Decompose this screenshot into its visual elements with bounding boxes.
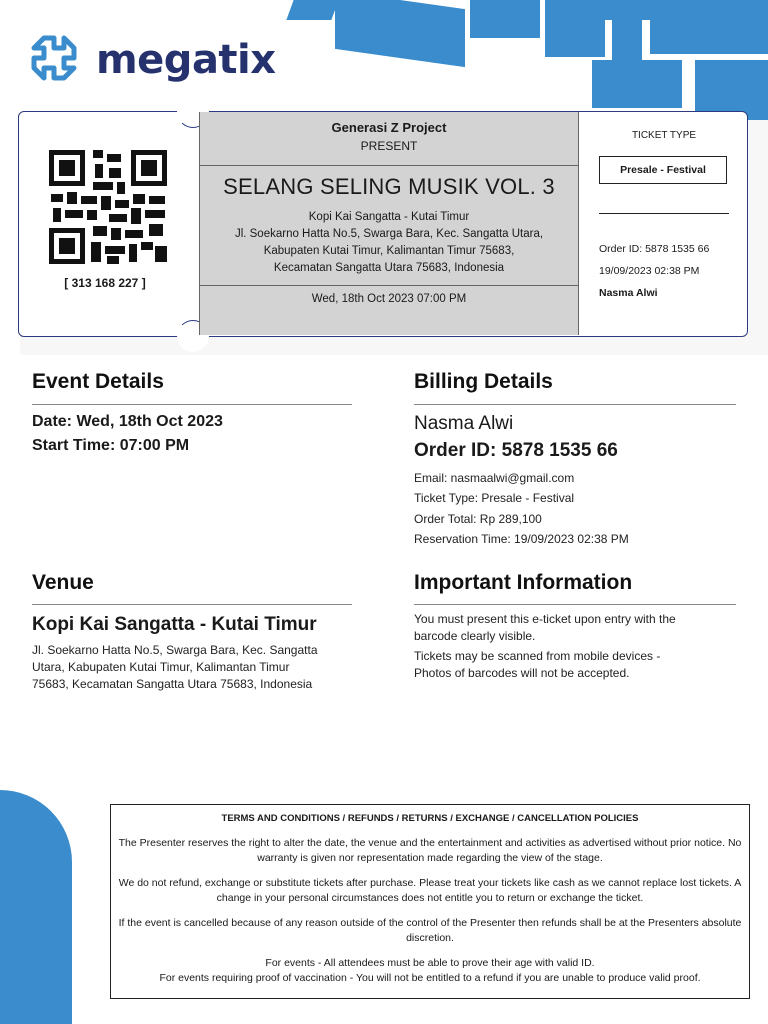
terms-paragraph: For events - All attendees must be able to prove their age with valid ID. (265, 957, 595, 969)
billing-order-id: Order ID: 5878 1535 66 (414, 440, 618, 461)
header-decoration (286, 0, 338, 20)
terms-paragraph: We do not refund, exchange or substitute tickets after purchase. Please treat your tickets like cash as we cannot replace lost tickets. A change in your personal circumstances does not entitle you to return or exchange the ticket. (118, 877, 742, 904)
venue-name: Kopi Kai Sangatta - Kutai Timur (32, 614, 317, 635)
important-info-line: barcode clearly visible. (414, 629, 536, 643)
ticket-type-label: TICKET TYPE (631, 130, 697, 141)
ticket-address-line: Kecamatan Sangatta Utara 75683, Indonesia (273, 262, 505, 274)
terms-heading: TERMS AND CONDITIONS / REFUNDS / RETURNS / EXCHANGE / CANCELLATION POLICIES (221, 813, 639, 824)
header-decoration (592, 60, 682, 108)
terms-paragraph: For events requiring proof of vaccination - You will not be entitled to a refund if you are unable to produce valid proof. (159, 972, 701, 984)
ticket-venue-name: Kopi Kai Sangatta - Kutai Timur (308, 211, 470, 223)
billing-name: Nasma Alwi (414, 413, 514, 434)
brand-name: megatix (96, 37, 276, 83)
event-title: SELANG SELING MUSIK VOL. 3 (223, 174, 555, 199)
ticket-address-line: Kabupaten Kutai Timur, Kalimantan Timur 75683, (263, 245, 515, 257)
billing-email: Email: nasmaalwi@gmail.com (414, 471, 575, 485)
venue-address-line: Utara, Kabupaten Kutai Timur, Kalimantan Timur (32, 660, 290, 674)
billing-details-title: Billing Details (414, 370, 553, 393)
billing-order-total: Order Total: Rp 289,100 (414, 512, 542, 526)
divider (200, 285, 578, 286)
terms-box (110, 804, 750, 999)
stub-order-id: Order ID: 5878 1535 66 (599, 243, 710, 255)
ticket-type-badge: Presale - Festival (599, 156, 727, 184)
divider (599, 213, 729, 214)
billing-reservation-time: Reservation Time: 19/09/2023 02:38 PM (414, 532, 629, 546)
important-info-title: Important Information (414, 571, 633, 594)
venue-address-line: Jl. Soekarno Hatta No.5, Swarga Bara, Kec. Sangatta (32, 643, 318, 657)
bottom-left-decoration (0, 790, 72, 1024)
event-datetime: Wed, 18th Oct 2023 07:00 PM (311, 293, 467, 305)
venue-title: Venue (32, 571, 94, 594)
venue-address-line: 75683, Kecamatan Sangatta Utara 75683, Indonesia (32, 677, 313, 691)
header-decoration (335, 0, 465, 67)
divider (32, 404, 352, 405)
terms-paragraph: If the event is cancelled because of any reason outside of the control of the Presenter then refunds shall be at the Presenters absolute discretion. (118, 917, 742, 944)
event-start-time: Start Time: 07:00 PM (32, 437, 190, 454)
important-info-line: Photos of barcodes will not be accepted. (414, 666, 630, 680)
header-decoration (650, 18, 768, 54)
ticket-card (18, 111, 748, 337)
divider (32, 604, 352, 605)
stub-order-date: 19/09/2023 02:38 PM (599, 265, 700, 277)
ticket-address-line: Jl. Soekarno Hatta No.5, Swarga Bara, Kec. Sangatta Utara, (234, 228, 544, 240)
logo-icon (24, 32, 84, 88)
header-decoration (545, 12, 605, 57)
event-details-title: Event Details (32, 370, 164, 393)
ticket-venue (210, 209, 568, 277)
ticket-event-panel (199, 112, 579, 335)
present-label: PRESENT (360, 139, 418, 153)
terms-paragraph: The Presenter reserves the right to alter the date, the venue and the entertainment and activities as advertised without prior notice. No warranty is given nor representation made regarding the view of the stage. (118, 837, 742, 864)
brand-logo (24, 32, 276, 88)
stub-holder-name: Nasma Alwi (599, 287, 658, 299)
important-info-line: You must present this e-ticket upon entry with the (414, 612, 676, 626)
divider (414, 604, 736, 605)
barcode-number: [ 313 168 227 ] (64, 276, 146, 290)
divider (414, 404, 736, 405)
important-info-line: Tickets may be scanned from mobile devices - (414, 649, 661, 663)
billing-ticket-type: Ticket Type: Presale - Festival (414, 491, 575, 505)
divider (200, 165, 578, 166)
header-decoration (470, 0, 540, 38)
qr-code-icon (49, 150, 167, 264)
organizer-name: Generasi Z Project (331, 120, 447, 135)
event-date: Date: Wed, 18th Oct 2023 (32, 413, 223, 430)
